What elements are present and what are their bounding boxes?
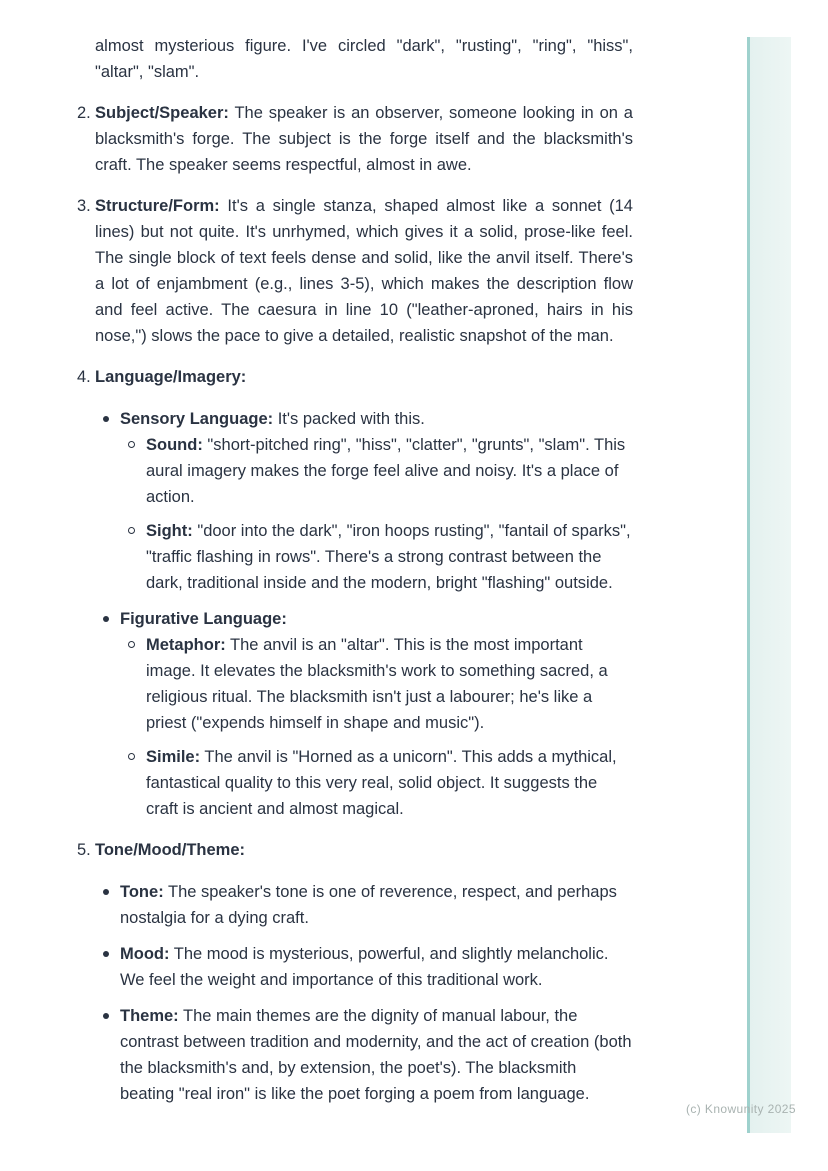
sub-bullet-sound <box>120 432 633 510</box>
bullet-figurative-language <box>95 606 633 822</box>
sub-bullet-label: Sound: <box>146 436 203 454</box>
paragraph-continuation: almost mysterious figure. I've circled "dark", "rusting", "ring", "hiss", "altar", "slam". <box>95 37 633 81</box>
sub-bullet-simile <box>120 744 633 822</box>
list-item-structure-form <box>77 193 633 349</box>
bullet-text <box>120 1003 633 1107</box>
bullet-text <box>120 606 633 632</box>
bullet-dot-icon <box>103 416 109 422</box>
document-content <box>77 33 633 1107</box>
list-item-text <box>95 100 633 178</box>
bullet-dot-icon <box>103 889 109 895</box>
watermark-label: (c) Knowunity 2025 <box>686 1102 796 1116</box>
bullet-sensory-language <box>95 406 633 596</box>
list-item-tone-mood-theme <box>77 837 633 1107</box>
bullet-circle-icon <box>128 441 135 448</box>
bullet-label: Tone: <box>120 883 164 901</box>
bullet-text <box>120 879 633 931</box>
item-label: Subject/Speaker: <box>95 104 229 122</box>
bullet-text <box>120 406 633 432</box>
sub-bullet-body: "door into the dark", "iron hoops rusting", "fantail of sparks", "traffic flashing in rows". There's a strong contrast between the dark, traditional inside and the modern, bright "flashing" outside. <box>146 522 631 592</box>
sub-bullet-text <box>146 632 633 736</box>
bullet-label: Theme: <box>120 1007 179 1025</box>
bullet-label: Sensory Language: <box>120 410 274 428</box>
bullet-label: Figurative Language: <box>120 610 287 628</box>
list-item-subject-speaker <box>77 100 633 178</box>
item-body: It's a single stanza, shaped almost like a sonnet (14 lines) but not quite. It's unrhymed, which gives it a solid, prose-like feel. The single block of text feels dense and solid, like the anvil itself. There's a lot of enjambment (e.g., lines 3-5), which makes the description flow and feel active. The caesura in line 10 ("leather-aproned, hairs in his nose,") slows the pace to give a detailed, realistic snapshot of the man. <box>95 197 633 345</box>
item-label: Tone/Mood/Theme: <box>95 841 246 859</box>
list-item-text <box>95 364 633 390</box>
bullet-dot-icon <box>103 1013 109 1019</box>
list-item-text <box>95 837 633 863</box>
list-number: 5. <box>77 841 91 859</box>
bullet-label: Mood: <box>120 945 170 963</box>
bullet-circle-icon <box>128 753 135 760</box>
list-number: 2. <box>77 104 91 122</box>
bullet-body: The mood is mysterious, powerful, and slightly melancholic. We feel the weight and importance of this traditional work. <box>120 945 609 989</box>
sub-bullet-body: The anvil is "Horned as a unicorn". This adds a mythical, fantastical quality to this very real, solid object. It suggests the craft is ancient and almost magical. <box>146 748 617 818</box>
scrollbar-accent-bar[interactable] <box>747 37 791 1133</box>
sub-bullet-body: The anvil is an "altar". This is the most important image. It elevates the blacksmith's work to something sacred, a religious ritual. The blacksmith isn't just a labourer; he's like a priest ("expends himself in shape and music"). <box>146 636 608 732</box>
sub-bullet-text <box>146 744 633 822</box>
bullet-body: The main themes are the dignity of manual labour, the contrast between tradition and modernity, and the act of creation (both the blacksmith's and, by extension, the poet's). The blacksmith beating "real iron" is like the poet forging a poem from language. <box>120 1007 632 1103</box>
item-label: Structure/Form: <box>95 197 220 215</box>
bullet-circle-icon <box>128 641 135 648</box>
bullet-text <box>120 941 633 993</box>
sub-bullet-metaphor <box>120 632 633 736</box>
bullet-body: The speaker's tone is one of reverence, respect, and perhaps nostalgia for a dying craft. <box>120 883 617 927</box>
bullet-dot-icon <box>103 616 109 622</box>
sub-bullet-label: Simile: <box>146 748 201 766</box>
bullet-body: It's packed with this. <box>277 410 425 428</box>
bullet-tone <box>95 879 633 931</box>
sub-bullet-body: "short-pitched ring", "hiss", "clatter", "grunts", "slam". This aural imagery makes the forge feel alive and noisy. It's a place of action. <box>146 436 626 506</box>
bullet-mood <box>95 941 633 993</box>
sub-bullet-sight <box>120 518 633 596</box>
item-label: Language/Imagery: <box>95 368 247 386</box>
bullet-theme <box>95 1003 633 1107</box>
list-item-language-imagery <box>77 364 633 822</box>
sub-bullet-text <box>146 518 633 596</box>
sub-bullet-label: Sight: <box>146 522 193 540</box>
list-item-text <box>95 193 633 349</box>
item-body: The speaker is an observer, someone looking in on a blacksmith's forge. The subject is the forge itself and the blacksmith's craft. The speaker seems respectful, almost in awe. <box>95 104 633 174</box>
bullet-dot-icon <box>103 951 109 957</box>
sub-bullet-label: Metaphor: <box>146 636 226 654</box>
list-number: 4. <box>77 368 91 386</box>
bullet-circle-icon <box>128 527 135 534</box>
sub-bullet-text <box>146 432 633 510</box>
list-number: 3. <box>77 197 91 215</box>
